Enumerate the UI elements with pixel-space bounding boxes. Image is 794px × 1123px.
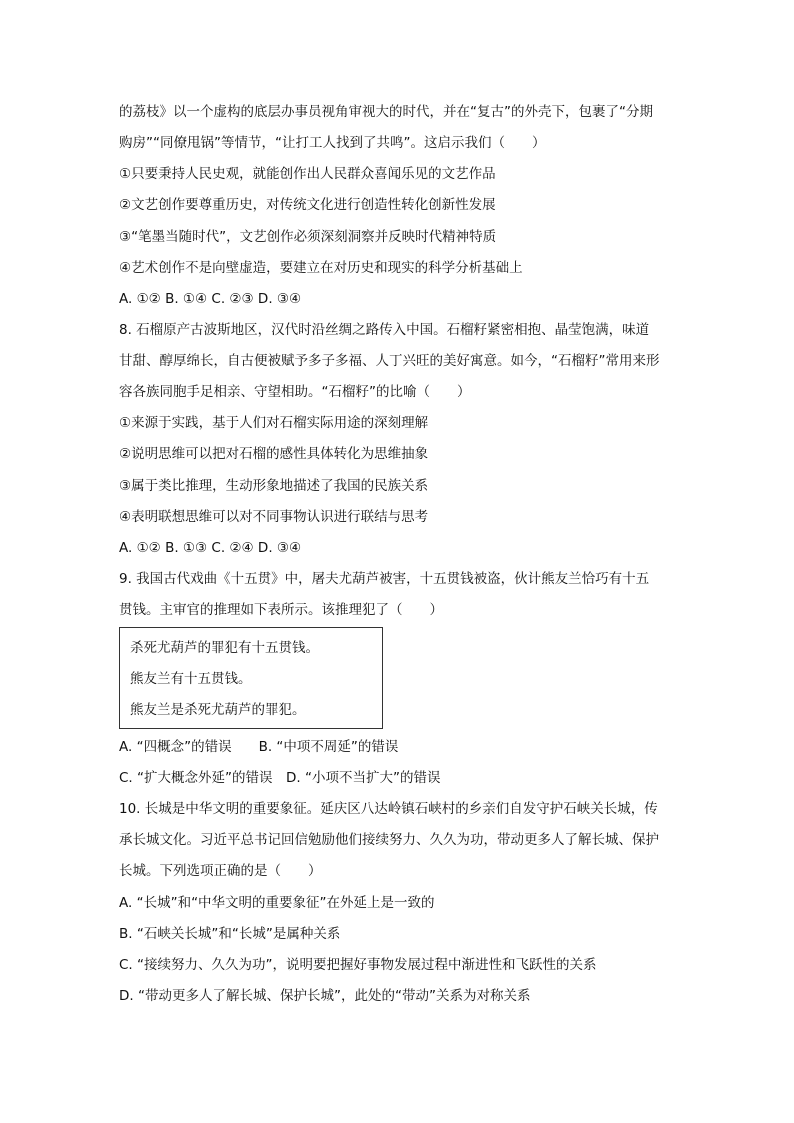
q8-option-4: ④表明联想思维可以对不同事物认识进行联结与思考: [119, 509, 429, 525]
q7-option-3: ③“笔墨当随时代”，文艺创作必须深刻洞察并反映时代精神特质: [119, 229, 497, 245]
q8-answer-choices: A. ①② B. ①③ C. ②④ D. ③④: [119, 540, 302, 556]
q10-option-b: B. “石峡关长城”和“长城”是属种关系: [119, 926, 341, 942]
q9-stem-line-1: 9. 我国古代戏曲《十五贯》中，屠夫尤葫芦被害，十五贯钱被盗，伙计熊友兰恰巧有十五: [119, 571, 650, 587]
q7-stem-line-2: 购房”“同僚甩锅”等情节，“让打工人找到了共鸣”。这启示我们（ ）: [119, 135, 546, 151]
q10-stem-line-1: 10. 长城是中华文明的重要象征。延庆区八达岭镇石峡村的乡亲们自发守护石峡关长城，传: [119, 801, 658, 817]
q8-stem-line-2: 甘甜、醇厚绵长，自古便被赋予多子多福、人丁兴旺的美好寓意。如今，“石榴籽”常用来形: [119, 353, 660, 369]
q9-box-premise-major: 杀死尤葫芦的罪犯有十五贯钱。: [130, 640, 319, 656]
q7-stem-line-1: 的荔枝》以一个虚构的底层办事员视角审视大的时代，并在“复古”的外壳下，包裹了“分期: [119, 104, 653, 120]
q7-answer-choices: A. ①② B. ①④ C. ②③ D. ③④: [119, 291, 302, 307]
q7-option-1: ①只要秉持人民史观，就能创作出人民群众喜闻乐见的文艺作品: [119, 166, 496, 182]
q8-stem-line-3: 容各族同胞手足相亲、守望相助。“石榴籽”的比喻（ ）: [119, 384, 471, 400]
q9-box-premise-minor: 熊友兰有十五贯钱。: [130, 671, 252, 687]
q8-stem-line-1: 8. 石榴原产古波斯地区，汉代时沿丝绸之路传入中国。石榴籽紧密相抱、晶莹饱满，味道: [119, 322, 650, 338]
q7-option-2: ②文艺创作要尊重历史，对传统文化进行创造性转化创新性发展: [119, 197, 496, 213]
q9-answer-choices-ab: A. “四概念”的错误 B. “中项不周延”的错误: [119, 739, 399, 755]
q10-option-c: C. “接续努力、久久为功”，说明要把握好事物发展过程中渐进性和飞跃性的关系: [119, 957, 597, 973]
q9-answer-choices-cd: C. “扩大概念外延”的错误 D. “小项不当扩大”的错误: [119, 770, 441, 786]
q10-option-a: A. “长城”和“中华文明的重要象征”在外延上是一致的: [119, 895, 435, 911]
q9-stem-line-2: 贯钱。主审官的推理如下表所示。该推理犯了（ ）: [119, 602, 443, 618]
q9-box-conclusion: 熊友兰是杀死尤葫芦的罪犯。: [130, 702, 306, 718]
q9-reasoning-box: [119, 627, 383, 729]
q8-option-3: ③属于类比推理，生动形象地描述了我国的民族关系: [119, 478, 429, 494]
q7-option-4: ④艺术创作不是向壁虚造，要建立在对历史和现实的科学分析基础上: [119, 260, 523, 276]
q8-option-2: ②说明思维可以把对石榴的感性具体转化为思维抽象: [119, 446, 429, 462]
q8-option-1: ①来源于实践，基于人们对石榴实际用途的深刻理解: [119, 415, 429, 431]
q10-option-d: D. “带动更多人了解长城、保护长城”，此处的“带动”关系为对称关系: [119, 988, 531, 1004]
q10-stem-line-2: 承长城文化。习近平总书记回信勉励他们接续努力、久久为功，带动更多人了解长城、保护: [119, 832, 659, 848]
q10-stem-line-3: 长城。下列选项正确的是（ ）: [119, 863, 322, 879]
